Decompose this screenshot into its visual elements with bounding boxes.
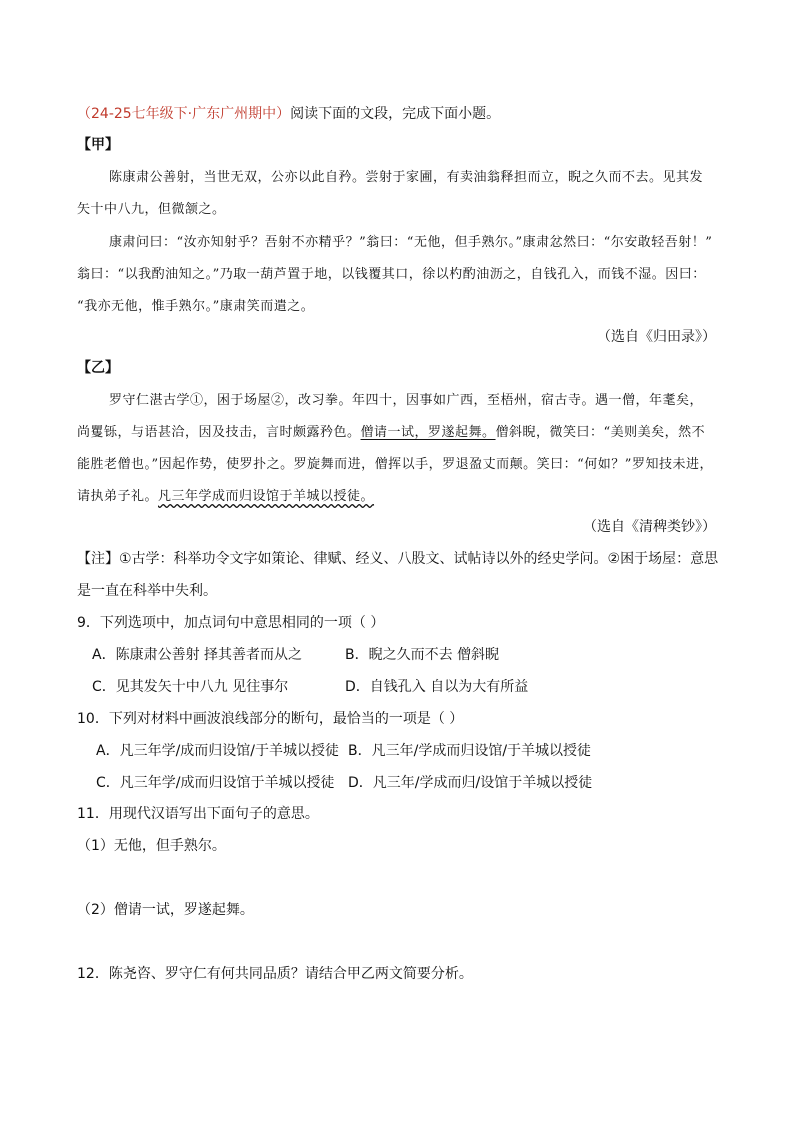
question-source: （24-25七年级下·广东广州期中） [77, 106, 291, 122]
wavy-underlined-sentence: 凡三年学成而归设馆于羊城以授徒。 [158, 489, 375, 504]
q11-stem: 11．用现代汉语写出下面句子的意思。 [77, 806, 319, 822]
q10-option-b: B．凡三年/学成而归设馆/于羊城以授徒 [348, 743, 592, 759]
q9-option-b: B．睨之久而不去 僧斜睨 [345, 647, 500, 663]
q11-sentence-2: （2）僧请一试，罗遂起舞。 [77, 902, 254, 918]
jia-line-5: “我亦无他，惟手熟尔。”康肃笑而遣之。 [77, 299, 315, 314]
intro-line [77, 103, 500, 123]
yi-line-4-text-a: 请执弟子礼。 [77, 489, 159, 504]
note-line-1: 【注】①古学：科举功令文字如策论、律赋、经义、八股文、试帖诗以外的经史学问。②困于场屋：意思 [77, 551, 719, 567]
q10-option-a: A．凡三年学/成而归设馆/于羊城以授徒 [96, 743, 340, 759]
jia-line-4: 翁曰：“以我酌油知之。”乃取一葫芦置于地，以钱覆其口，徐以杓酌油沥之，自钱孔入，而钱不湿。因曰： [77, 267, 706, 282]
yi-line-4 [77, 485, 374, 504]
q10-option-d: D．凡三年/学成而归/设馆于羊城以授徒 [348, 775, 593, 791]
jia-line-1: 陈康肃公善射，当世无双，公亦以此自矜。尝射于家圃，有卖油翁释担而立，睨之久而不去。见其发 [109, 170, 704, 185]
instruction: 阅读下面的文段，完成下面小题。 [290, 106, 501, 122]
jia-line-3: 康肃问曰：“汝亦知射乎？吾射不亦精乎？”翁曰：“无他，但手熟尔。”康肃忿然曰：“尔安敢轻吾射！” [109, 235, 713, 250]
q12-stem: 12．陈尧咨、罗守仁有何共同品质？请结合甲乙两文简要分析。 [77, 966, 473, 982]
q9-option-c: C．见其发矢十中八九 见往事尔 [92, 679, 289, 695]
yi-line-3: 能胜老僧也。”因起作势，使罗扑之。罗旋舞而进，僧挥以手，罗退盈丈而颠。笑曰：“何如？”罗知技未进， [77, 457, 713, 472]
yi-line-1: 罗守仁湛古学①，困于场屋②，改习拳。年四十，因事如广西，至梧州，宿古寺。遇一僧，年耄矣， [109, 393, 704, 408]
q9-stem: 9．下列选项中，加点词句中意思相同的一项（ ） [77, 615, 385, 631]
q9-option-a: A．陈康肃公善射 择其善者而从之 [92, 647, 303, 663]
yi-line-2 [77, 421, 705, 440]
q10-stem: 10．下列对材料中画波浪线部分的断句，最恰当的一项是（ ） [77, 711, 464, 727]
underlined-sentence: 僧请一试，罗遂起舞。 [360, 425, 496, 440]
jia-citation: （选自《归田录》） [597, 329, 716, 345]
section-jia-label: 【甲】 [77, 137, 119, 153]
q10-option-c: C．凡三年学/成而归设馆于羊城以授徒 [96, 775, 335, 791]
yi-citation: （选自《清稗类钞》） [583, 519, 716, 535]
yi-line-2-text-a: 尚矍铄，与语甚洽，因及技击，言时颇露矜色。 [77, 425, 361, 440]
section-yi-label: 【乙】 [77, 360, 119, 376]
q9-option-d: D．自钱孔入 自以为大有所益 [345, 679, 529, 695]
jia-line-2: 矢十中八九，但微颔之。 [77, 202, 226, 217]
yi-line-2-text-c: 僧斜睨，微笑曰：“美则美矣，然不 [495, 425, 706, 440]
note-line-2: 是一直在科举中失利。 [77, 583, 217, 599]
q11-sentence-1: （1）无他，但手熟尔。 [77, 838, 226, 854]
